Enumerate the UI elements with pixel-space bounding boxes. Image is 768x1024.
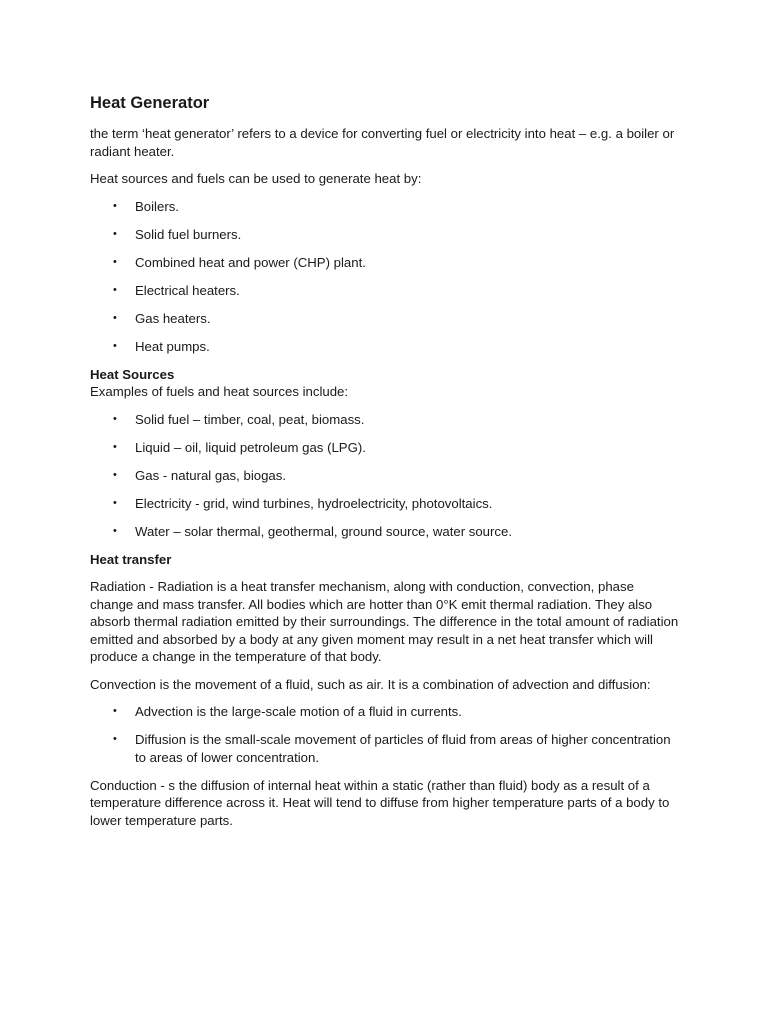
list-item [90, 523, 680, 541]
list-item [90, 495, 680, 513]
bullet: • [113, 524, 117, 537]
bullet: • [113, 705, 117, 717]
list-item-text: Advection is the large-scale motion of a fluid in currents. [135, 704, 462, 719]
sources-lead-paragraph: Heat sources and fuels can be used to generate heat by: [90, 171, 422, 186]
conduction-paragraph: Conduction - s the diffusion of internal heat within a static (rather than fluid) body as a result of a temperature difference across it. Heat will tend to diffuse from higher temperature parts of a body to lower temperature parts. [90, 777, 670, 828]
bullet: • [113, 733, 117, 745]
bullet: • [113, 412, 117, 425]
bullet: • [113, 468, 117, 481]
list-item-text: Combined heat and power (CHP) plant. [135, 254, 366, 270]
list-item [90, 467, 680, 485]
list-item [90, 310, 680, 328]
list-item [90, 254, 680, 272]
bullet: • [113, 311, 117, 324]
list-item-text: Solid fuel burners. [135, 226, 242, 242]
list-item-text: Solid fuel – timber, coal, peat, biomass. [135, 411, 365, 427]
list-item-text: Heat pumps. [135, 338, 210, 354]
list-item [90, 731, 680, 766]
list-item [90, 411, 680, 429]
list-item-text: Gas heaters. [135, 310, 211, 326]
list-item [90, 338, 680, 356]
bullet: • [113, 339, 117, 352]
convection-list [90, 703, 680, 766]
heat-transfer-heading: Heat transfer [90, 551, 172, 567]
radiation-paragraph: Radiation - Radiation is a heat transfer mechanism, along with conduction, convection, phase change and mass transfer. All bodies which are hotter than 0°K emit thermal radiation. They also absorb thermal radiation emitted by their surroundings. The difference in the total amount of radiation emitted and absorbed by a body at any given moment may result in a net heat transfer which will produce a change in the temperature of that body. [90, 579, 679, 664]
bullet: • [113, 255, 117, 268]
bullet: • [113, 440, 117, 453]
heat-sources-lead: Examples of fuels and heat sources include: [90, 384, 349, 399]
generators-list [90, 198, 680, 356]
list-item-text: Boilers. [135, 198, 179, 214]
list-item-text: Water – solar thermal, geothermal, ground source, water source. [135, 523, 512, 539]
intro-paragraph: the term ‘heat generator’ refers to a device for converting fuel or electricity into heat – e.g. a boiler or radiant heater. [90, 126, 675, 159]
bullet: • [113, 283, 117, 296]
list-item-text: Diffusion is the small-scale movement of particles of fluid from areas of higher concentration to areas of lower concentration. [135, 732, 671, 765]
document-page [90, 92, 680, 839]
heat-sources-heading: Heat Sources [90, 366, 175, 382]
list-item-text: Liquid – oil, liquid petroleum gas (LPG). [135, 439, 366, 455]
list-item [90, 703, 680, 721]
list-item-text: Electrical heaters. [135, 282, 240, 298]
list-item [90, 282, 680, 300]
heat-sources-section [90, 366, 680, 401]
list-item [90, 439, 680, 457]
list-item-text: Gas - natural gas, biogas. [135, 467, 287, 483]
list-item-text: Electricity - grid, wind turbines, hydroelectricity, photovoltaics. [135, 495, 493, 511]
heat-sources-list [90, 411, 680, 541]
bullet: • [113, 227, 117, 240]
bullet: • [113, 496, 117, 509]
convection-paragraph: Convection is the movement of a fluid, such as air. It is a combination of advection and diffusion: [90, 676, 651, 692]
bullet: • [113, 199, 117, 212]
page-title: Heat Generator [90, 94, 210, 112]
list-item [90, 198, 680, 216]
list-item [90, 226, 680, 244]
